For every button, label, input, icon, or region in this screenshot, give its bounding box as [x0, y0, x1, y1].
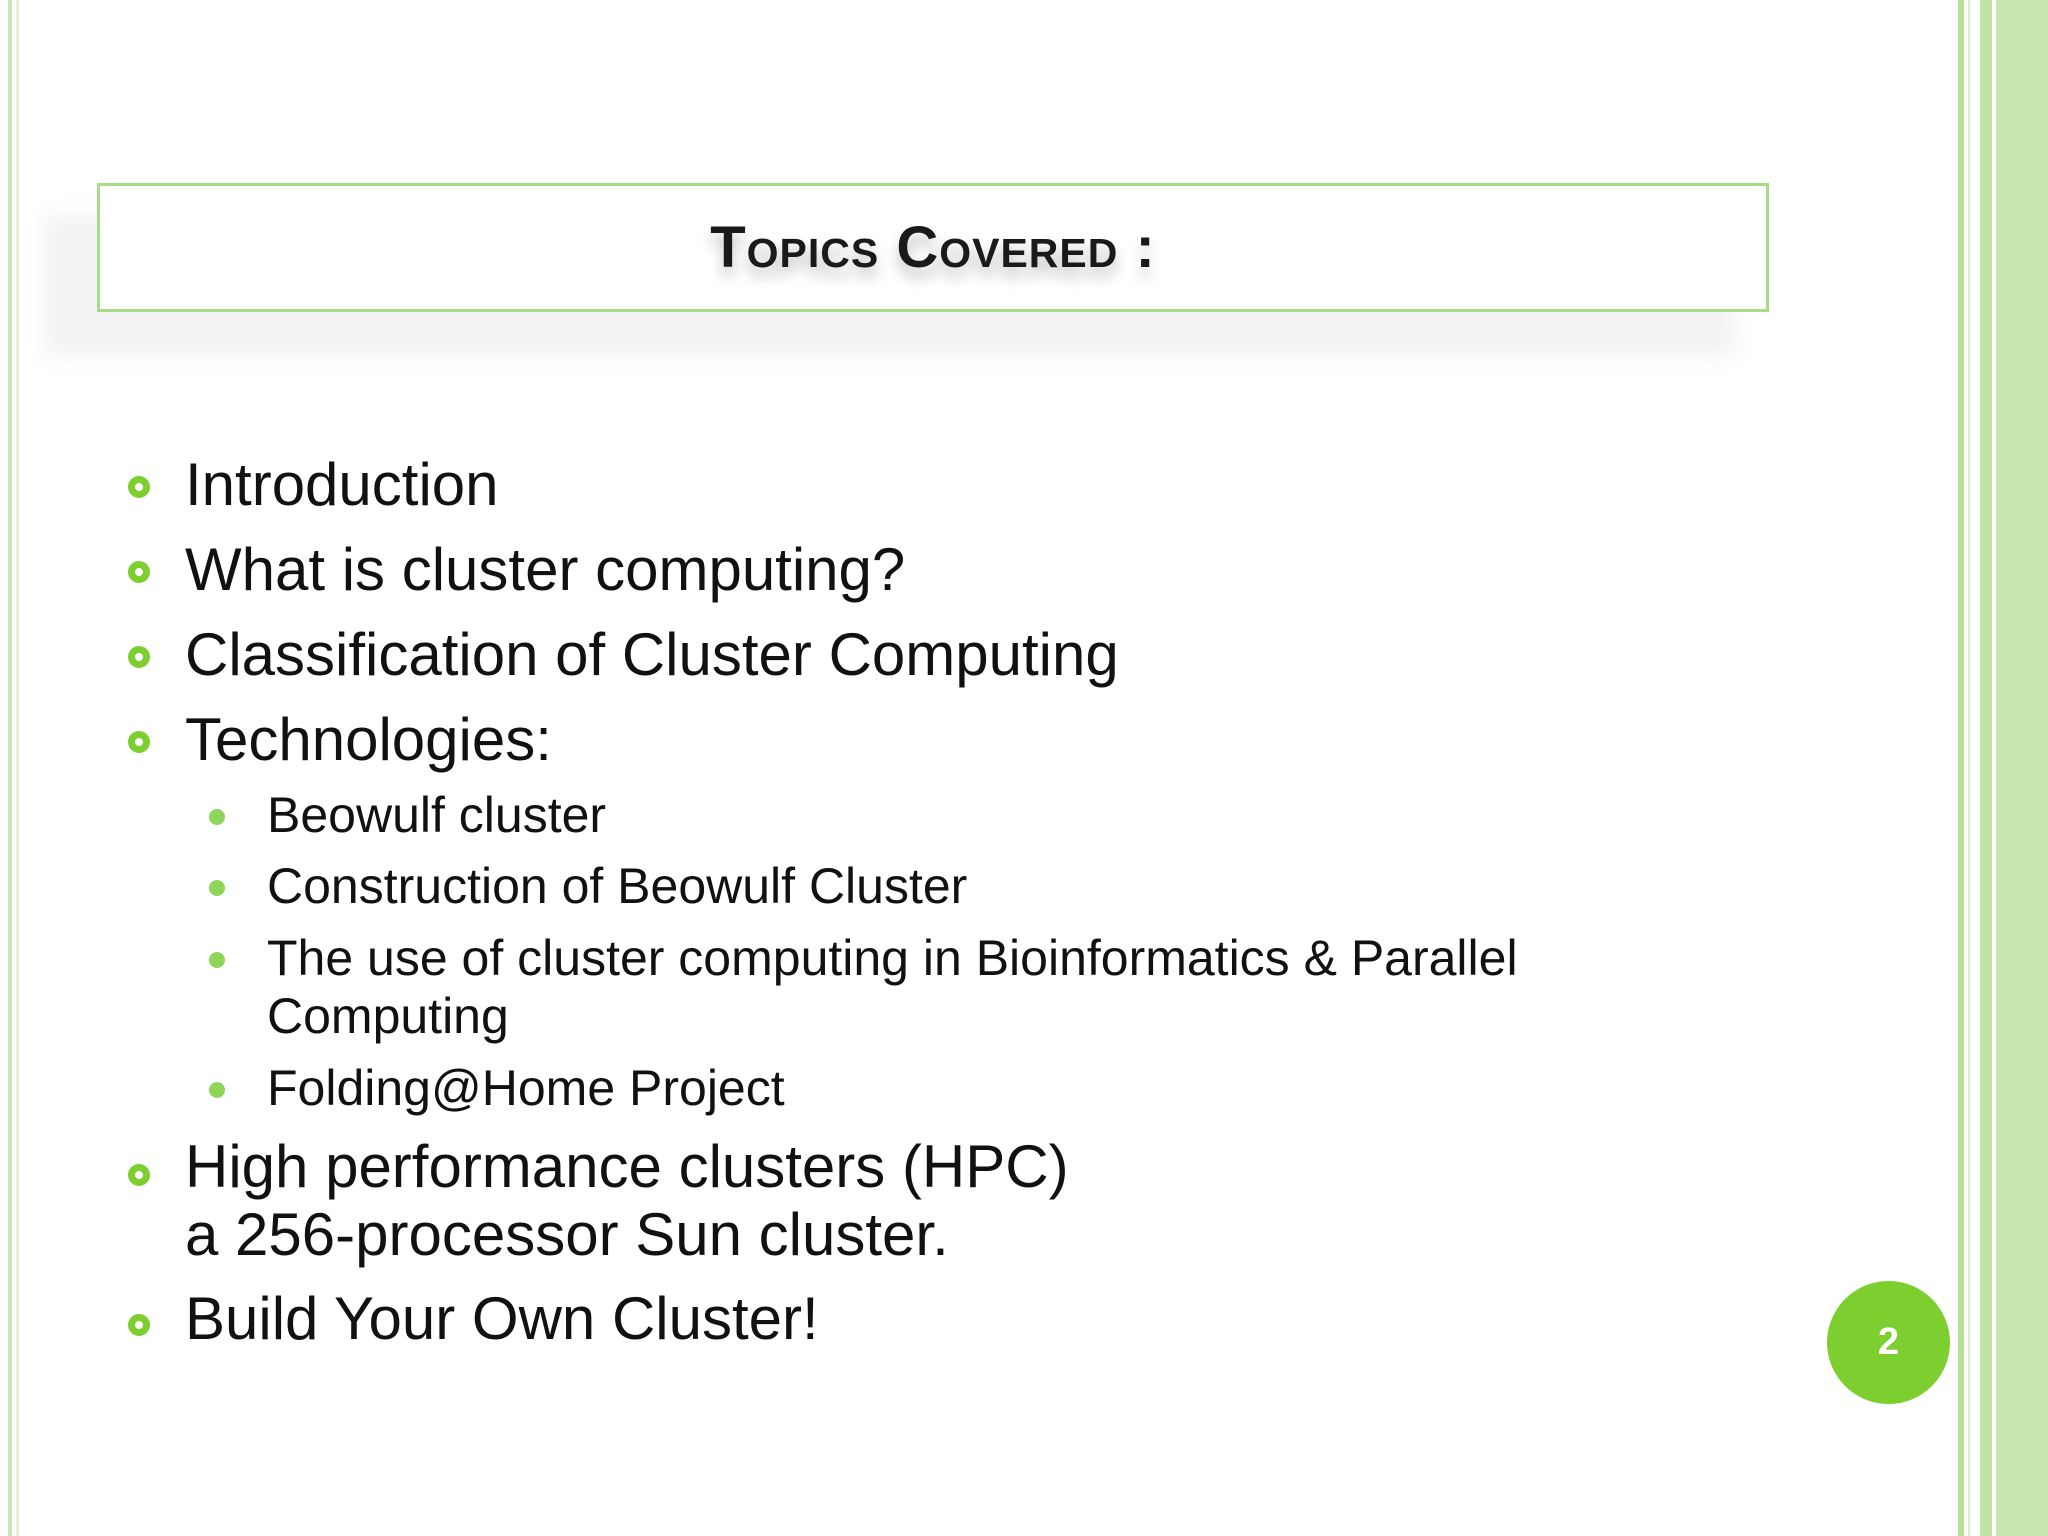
bullet-ring-icon — [128, 1314, 150, 1336]
bullet-dot-icon — [209, 1082, 225, 1098]
bullet-dot-icon — [209, 809, 225, 825]
page-number-badge: 2 — [1827, 1281, 1950, 1404]
topic-item: Classification of Cluster Computing — [185, 621, 1119, 688]
bullet-ring-icon — [128, 646, 150, 668]
bullet-ring-icon — [128, 731, 150, 753]
bullet-dot-icon — [209, 880, 225, 896]
subtopic-item-continued: Computing — [267, 988, 509, 1044]
topic-item-continued: a 256-processor Sun cluster. — [185, 1201, 949, 1268]
topic-item: Introduction — [185, 451, 499, 518]
slide-title: Topics Covered : — [710, 215, 1156, 280]
bullet-ring-icon — [128, 476, 150, 498]
bullet-dot-icon — [209, 952, 225, 968]
subtopic-item: Beowulf cluster — [267, 787, 607, 843]
subtopic-item: Folding@Home Project — [267, 1060, 785, 1116]
subtopic-item: Construction of Beowulf Cluster — [267, 858, 968, 914]
subtopic-item: The use of cluster computing in Bioinformatics & Parallel — [267, 930, 1518, 986]
topic-item: Build Your Own Cluster! — [185, 1285, 819, 1352]
bullet-ring-icon — [128, 561, 150, 583]
topic-item: High performance clusters (HPC) — [185, 1133, 1069, 1200]
bullet-ring-icon — [128, 1164, 150, 1186]
topic-item: What is cluster computing? — [185, 536, 906, 603]
topic-item: Technologies: — [185, 706, 552, 773]
